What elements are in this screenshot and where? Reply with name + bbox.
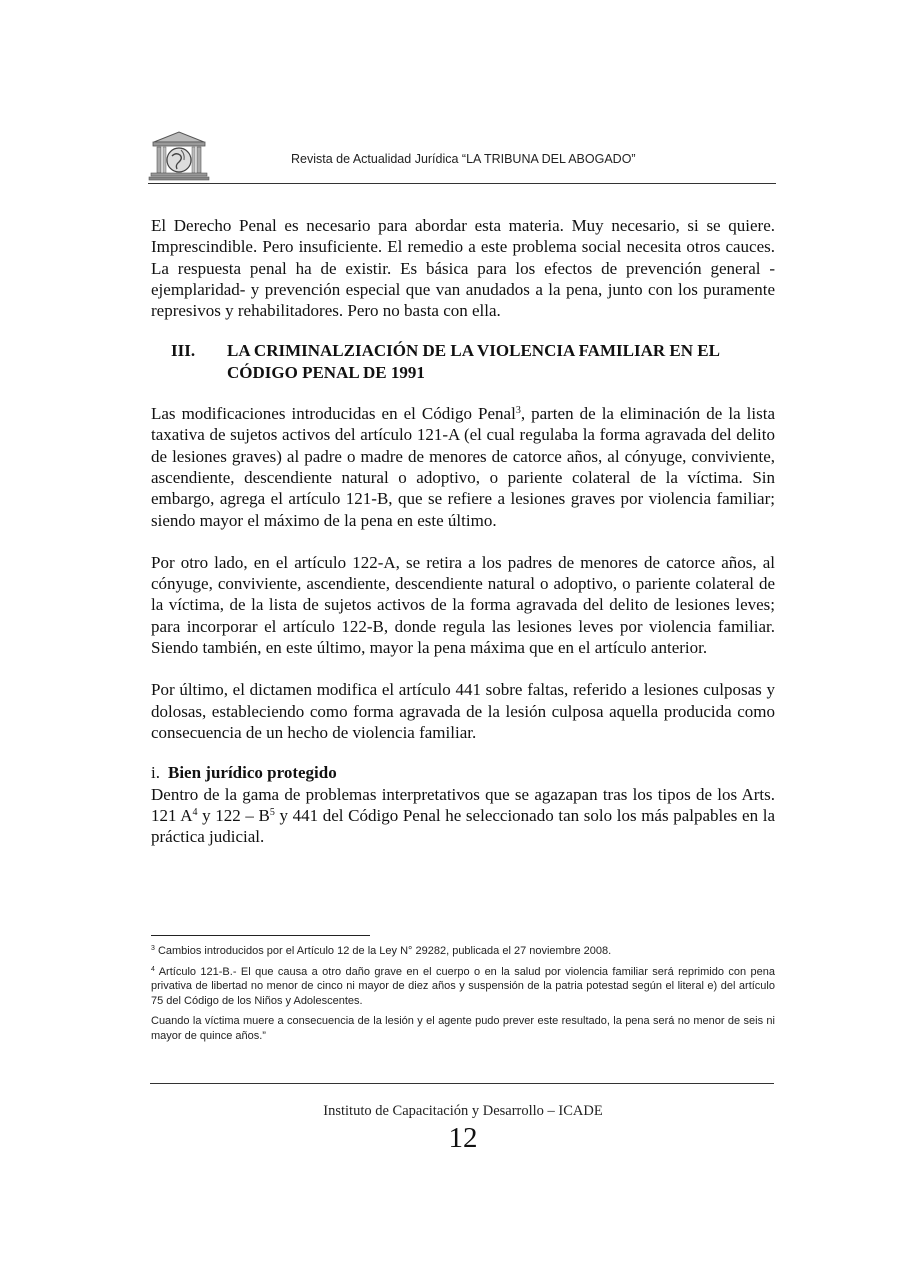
footnote-4: $^4$ Artículo 121-B.- El que causa a otro daño grave en el cuerpo o en la salud por violencia familiar será reprimido con pena privativa de libertad no menor de cinco ni mayor de diez años y suspensión de la patria potestad según el literal e) del artículo 75 del Código de los Niños y Adolescentes.: [151, 965, 775, 1007]
paragraph-5: Dentro de la gama de problemas interpretativos que se agazapan tras los tipos de los Arts. 121 $A^4$ y $122 - B^5$ y 441 del Código Penal he seleccionado tan solo los más palpables en la práctica judicial.: [151, 784, 776, 847]
footnote-ref-3[interactable]: 3: [515, 405, 521, 417]
footnote-3: $^3$ Cambios introducidos por el Artículo 12 de la Ley N° 29282, publicada el 27 noviembre 2008.: [151, 945, 612, 957]
section-title: LA CRIMINALZIACIÓN DE LA VIOLENCIA FAMILIAR EN EL CÓDIGO PENAL DE 1991: [227, 341, 719, 382]
page-number: 12: [448, 1122, 478, 1154]
footnote-4-continued: Cuando la víctima muere a consecuencia de la lesión y el agente pudo prever este resultado, la pena será no menor de seis ni mayor de quince años.”: [151, 1015, 775, 1042]
header-divider: [148, 183, 776, 184]
footnote-divider: [151, 935, 370, 936]
subsection-title: Bien jurídico protegido: [167, 763, 337, 783]
footer-institution: Instituto de Capacitación y Desarrollo – ICADE: [323, 1103, 603, 1119]
journal-title: Revista de Actualidad Jurídica “LA TRIBUNA DEL ABOGADO”: [291, 152, 636, 166]
courthouse-globe-logo-icon: [148, 130, 210, 182]
subsection-number: i.: [151, 763, 160, 783]
footnote-ref-4[interactable]: 4: [192, 806, 198, 818]
section-number: III.: [171, 341, 196, 361]
paragraph-2: Las modificaciones introducidas en el Código Penal$^3$, parten de la eliminación de la lista taxativa de sujetos activos del artículo 121-A (el cual regulaba la forma agravada del delito de lesiones graves) al padre o madre de menores de catorce años, al cónyuge, conviviente, ascendiente, descendiente natural o adoptivo, o pariente colateral de la víctima. Sin embargo, agrega el artículo 121-B, que se refiere a lesiones graves por violencia familiar; siendo mayor el máximo de la pena en este último.: [151, 404, 776, 530]
footnote-ref-5[interactable]: 5: [269, 806, 275, 818]
article-body: [151, 215, 775, 847]
footnotes: [151, 944, 775, 1049]
footer-divider: [150, 1083, 774, 1084]
paragraph-3: Por otro lado, en el artículo 122-A, se retira a los padres de menores de catorce años, al cónyuge, conviviente, ascendiente, descendiente natural o adoptivo, o pariente colateral de la víctima, de la lista de sujetos activos de la forma agravada del delito de lesiones leves; para incorporar el artículo 122-B, donde regula las lesiones leves por violencia familiar. Siendo también, en este último, mayor la pena máxima que en el artículo anterior.: [151, 552, 775, 658]
page-header: [148, 128, 776, 184]
paragraph-1: El Derecho Penal es necesario para abordar esta materia. Muy necesario, si se quiere. Imprescindible. Pero insuficiente. El remedio a este problema social necesita otros cauces. La respuesta penal ha de existir. Es básica para los efectos de prevención general -ejemplaridad- y prevención especial que van anudados a la pena, junto con los puramente represivos y rehabilitadores. Pero no basta con ella.: [151, 216, 775, 321]
section-heading: [171, 340, 775, 383]
paragraph-4: Por último, el dictamen modifica el artículo 441 sobre faltas, referido a lesiones culposas y dolosas, estableciendo como forma agravada de la lesión culposa aquella producida como consecuencia de un hecho de violencia familiar.: [151, 680, 775, 742]
subsection-heading: [151, 762, 775, 783]
